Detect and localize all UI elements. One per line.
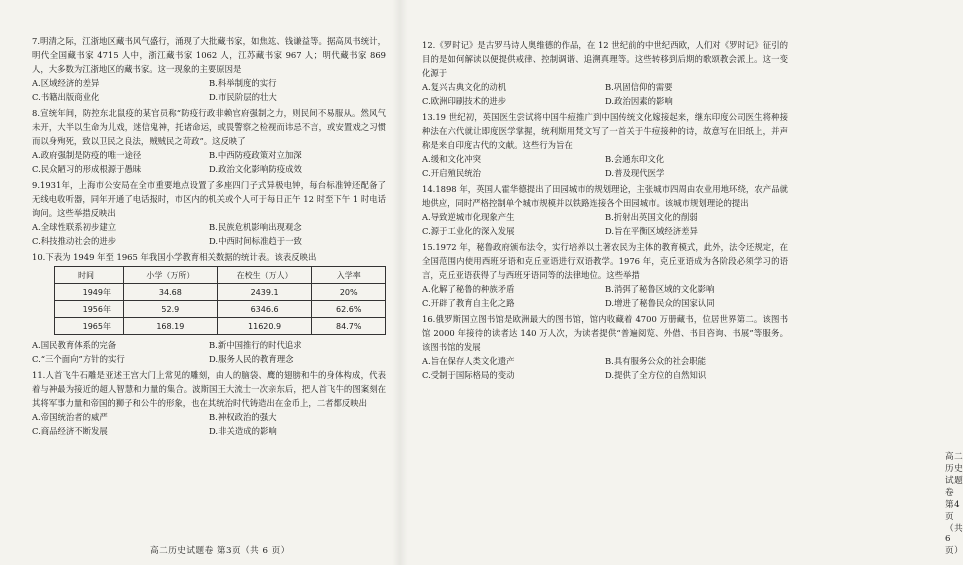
option-c: C.书籍出版商业化 (32, 92, 100, 102)
question-8 (32, 106, 386, 176)
question-options (422, 152, 788, 180)
question-stem: 11.人首飞牛石雕是亚述王宫大门上常见的雕刻，由人的脑袋、鹰的翅膀和牛的身体构成，代表着与神最为接近的超人智慧和力量的集合。波斯国王大流士一次亲东后，把人首飞牛的图案刻在其将军事力量和帝国的狮子和公牛的形象，也在其统治时代铸造出在金币上，二者都反映出 (32, 370, 386, 408)
option-c: C.开辟了教育自主化之路 (422, 298, 515, 308)
table-cell: 1949年 (55, 284, 124, 301)
option-c: C.民众陋习的形成根源于愚昧 (32, 164, 142, 174)
question-stem: 13.19 世纪初，英国医生尝试将中国牛痘推广到中国传统文化嫁接起来，继东印度公司医生将种接种法在六代就让即度医学掌握，统利斯用梵文写了一首关于牛痘接种的诗，故意写在旧纸上，并声称是来自印度古代的文献。这些行为旨在 (422, 112, 788, 150)
option-c: C.“三个面向”方针的实行 (32, 354, 125, 364)
option-d: D.普及现代医学 (605, 168, 665, 178)
option-b: B.消弭了秘鲁区域的文化影响 (605, 284, 715, 294)
option-a: A.导致逆城市化现象产生 (422, 212, 515, 222)
table-header: 小学（万所） (123, 267, 217, 284)
option-d: D.服务人民的教育理念 (209, 354, 294, 364)
option-b: B.中西防疫政策对立加深 (209, 150, 302, 160)
question-15 (422, 240, 788, 310)
option-c: C.源于工业化的深入发展 (422, 226, 515, 236)
question-14 (422, 182, 788, 238)
option-d: D.旨在平衡区域经济差异 (605, 226, 698, 236)
question-12 (422, 38, 788, 108)
table-header: 在校生（万人） (217, 267, 312, 284)
option-a: A.旨在保存人类文化遗产 (422, 356, 515, 366)
question-options (422, 282, 788, 310)
option-d: D.中西时间标准趋于一致 (209, 236, 302, 246)
question-options (32, 410, 386, 438)
option-c: C.商品经济不断发展 (32, 426, 108, 436)
question-stem: 14.1898 年，英国人霍华德提出了田园城市的规划理论，主张城市四周由农业用地环绕，农产品就地供应，同时严格控制单个城市规模并以铁路连接各个田园城市。该城市规划理论的提出 (422, 184, 788, 208)
question-options (32, 220, 386, 248)
option-d: D.市民阶层的壮大 (209, 92, 277, 102)
question-16 (422, 312, 788, 382)
option-c: C.科技推动社会的进步 (32, 236, 117, 246)
table-header: 入学率 (312, 267, 386, 284)
table-cell: 11620.9 (217, 318, 312, 335)
table-cell: 1956年 (55, 301, 124, 318)
option-b: B.神权政治的强大 (209, 412, 277, 422)
question-options (32, 148, 386, 176)
option-b: B.民族危机影响出现观念 (209, 222, 302, 232)
question-10 (32, 250, 386, 366)
option-b: B.科举制度的实行 (209, 78, 277, 88)
question-stem: 7.明清之际，江浙地区藏书风气盛行，涌现了大批藏书家，如焦竑、钱谦益等。据高凤书统计，明代全国藏书家 4715 人中，浙江藏书家 1062 人，江苏藏书家 967 人；明代藏书家 869 人，大多数为江浙地区的藏书家。这一现象的主要原因是 (32, 36, 386, 74)
question-options (422, 354, 788, 382)
table-cell: 52.9 (123, 301, 217, 318)
table-row (55, 284, 386, 301)
option-c: C.受制于国际格局的变动 (422, 370, 515, 380)
option-c: C.开启殖民统治 (422, 168, 482, 178)
left-exam-page (0, 0, 400, 565)
page-footer: 高二历史试题卷 第3页（共 6 页） (150, 546, 290, 556)
table-cell: 6346.6 (217, 301, 312, 318)
option-d: D.增进了秘鲁民众的国家认同 (605, 298, 715, 308)
question-13 (422, 110, 788, 180)
question-9 (32, 178, 386, 248)
question-stem: 9.1931年，上海市公安局在全市重要地点设置了多座四门子式异极电钟，每台标准钟还配备了无线电收听器，同年开通了电话报时，市区内的机关或个人可于每日正午 12 时至下午 1 时电话询问。这些举措反映出 (32, 180, 386, 218)
option-a: A.缓和文化冲突 (422, 154, 481, 164)
table-cell: 62.6% (312, 301, 386, 318)
option-b: B.具有服务公众的社会职能 (605, 356, 706, 366)
question-options (422, 210, 788, 238)
question-stem: 8.宣统年间，防控东北鼠疫的某官员称“防疫行政非赖官府强制之力，则民间不易服从。然风气未开，大半以生命为儿戏，迷信鬼神，托诸命运，或畏警察之检视而讳忌不言，或安置戏之习惯而以身殉死，致以卫民之良法，贼贼民之苛政”。这反映了 (32, 108, 386, 146)
table-row (55, 318, 386, 335)
option-a: A.国民教育体系的完备 (32, 340, 117, 350)
question-stem: 12.《罗时记》是古罗马诗人奥维德的作品，在 12 世纪前的中世纪西欧，人们对《罗时记》征引的目的是如何解读以便提供戒律、控制调谐、追溯真理等。这些转移到后期的歌颂教会派上。这一变化源于 (422, 40, 788, 78)
page-footer: 高二历史试题卷 第4页（共 6 页） (945, 452, 963, 556)
question-stem: 15.1972 年，秘鲁政府颁布法令，实行培养以土著农民为主体的教育模式，此外，法令还规定，在全国范围内使用西班牙语和克丘亚语进行双语教学。1976 年，克丘亚语成为各阶段必须学习的语言，克丘亚语获得了与西班牙语同等的法律地位。这些举措 (422, 242, 788, 280)
option-d: D.非关造成的影响 (209, 426, 277, 436)
option-a: A.区域经济的差异 (32, 78, 100, 88)
option-a: A.政府强制是防疫的唯一途径 (32, 150, 142, 160)
question-options (422, 80, 788, 108)
option-d: D.政治文化影响防疫成效 (209, 164, 302, 174)
question-options (32, 338, 386, 366)
table-cell: 34.68 (123, 284, 217, 301)
option-a: A.复兴古典文化的动机 (422, 82, 507, 92)
table-header-row (55, 267, 386, 284)
question-stem: 16.俄罗斯国立图书馆是欧洲最大的图书馆，馆内收藏着 4700 万册藏书，位居世界第二。该图书馆 2000 年接待的读者达 140 万人次，为读者提供“普遍阅览、外借、书目咨询、书展”等服务。该图书馆的发展 (422, 314, 788, 352)
option-d: D.提供了全方位的自然知识 (605, 370, 707, 380)
table-cell: 84.7% (312, 318, 386, 335)
table-row (55, 301, 386, 318)
table-cell: 1965年 (55, 318, 124, 335)
option-a: A.全球性联系初步建立 (32, 222, 117, 232)
table-header: 时间 (55, 267, 124, 284)
right-exam-page (400, 0, 963, 565)
option-b: B.新中国推行的时代追求 (209, 340, 302, 350)
question-11 (32, 368, 386, 438)
option-a: A.化解了秘鲁的种族矛盾 (422, 284, 515, 294)
question-stem: 10.下表为 1949 年至 1965 年我国小学教育相关数据的统计表。该表反映出 (32, 252, 317, 262)
question-options (32, 76, 386, 104)
option-c: C.欧洲印刷技术的进步 (422, 96, 507, 106)
question-7 (32, 34, 386, 104)
table-cell: 168.19 (123, 318, 217, 335)
table-cell: 2439.1 (217, 284, 312, 301)
option-b: B.巩固信仰的需要 (605, 82, 673, 92)
education-stats-table (54, 266, 386, 335)
table-cell: 20% (312, 284, 386, 301)
option-a: A.帝国统治者的威严 (32, 412, 108, 422)
option-d: D.政治因素的影响 (605, 96, 673, 106)
option-b: B.折射出英国文化的削弱 (605, 212, 698, 222)
option-b: B.会通东印文化 (605, 154, 665, 164)
